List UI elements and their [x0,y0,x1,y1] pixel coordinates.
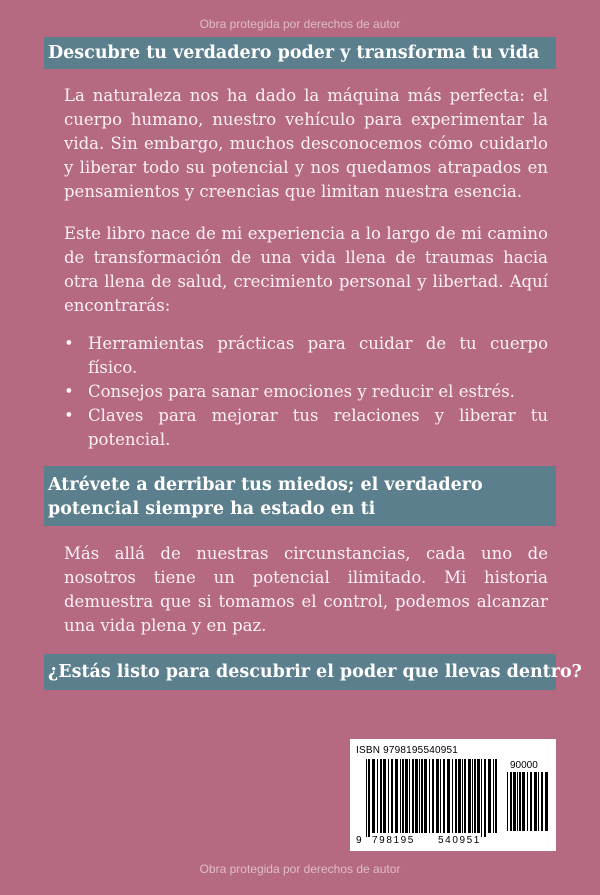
isbn-label: ISBN 9798195540951 [356,745,459,756]
bullet-dot: • [64,382,74,401]
barcode-bar [519,772,521,831]
isbn-barcode [350,739,556,851]
barcode-bar [462,759,463,833]
barcode-bar [432,759,434,833]
heading-discover-power: Descubre tu verdadero poder y transforma tu vida [44,37,556,69]
barcode-bar [493,759,494,833]
barcode-bar [372,759,375,833]
barcode-bar [458,759,461,833]
barcode-bar [534,772,537,831]
barcode-bar [510,772,512,831]
barcode-bar [481,759,482,837]
barcode-bar [517,772,518,831]
barcode-bar [383,759,386,833]
barcode-bar [368,759,370,837]
bullet-dot: • [64,406,74,425]
watermark-bottom: Obra protegida por derechos de autor [199,862,401,876]
barcode-bar [530,772,532,831]
barcode-bar [409,759,410,833]
barcode-bar [421,759,423,833]
barcode-bar [545,772,548,831]
barcode-bar [424,759,427,833]
barcode-bar [472,759,473,833]
barcode-bar [419,759,420,833]
barcode-bar [377,759,378,833]
barcode-addon-bars-icon [507,772,551,837]
paragraph-nature: La naturaleza nos ha dado la máquina más perfecta: el cuerpo humano, nuestro vehículo para experimentar la vida. Sin embargo, muchos desconocemos cómo cuidarlo y liberar todo su potencial y nos quedamos atrapados en pensamientos y creencias que limitan nuestra esencia. [64,86,548,201]
list-item [64,380,548,404]
barcode-bar [538,772,539,831]
list-item-text: Herramientas prácticas para cuidar de tu cuerpo físico. [88,334,548,377]
heading-ready-question: ¿Estás listo para descubrir el poder que llevas dentro? [44,654,556,690]
barcode-bar [464,759,466,833]
barcode-bar [440,759,441,833]
barcode-bar [452,759,453,833]
heading-dare-fears: Atrévete a derribar tus miedos; el verdadero potencial siempre ha estado en ti [44,466,556,526]
barcode-bar [366,759,367,837]
barcode-bar [468,759,471,833]
barcode-bar [507,772,508,831]
barcode-bar [436,759,439,833]
barcode-bar [412,759,414,833]
barcode-bar [488,759,491,833]
barcode-bar [380,759,382,833]
list-item-text: Consejos para sanar emociones y reducir el estrés. [88,382,515,401]
barcode-bar [395,759,398,833]
list-item-text: Claves para mejorar tus relaciones y liberar tu potencial. [88,406,548,449]
barcode-digits-right: 540951 [438,835,481,846]
list-item [64,332,548,380]
price-code: 90000 [510,760,538,771]
barcode-bar [541,772,543,831]
barcode-digit-first: 9 [356,835,362,846]
watermark-top: Obra protegida por derechos de autor [199,17,401,31]
barcode-bar [484,759,486,837]
barcode-bar [455,759,457,833]
barcode-bar [527,772,528,831]
barcode-bar [443,759,445,833]
barcode-bar [402,759,404,833]
list-item [64,404,548,452]
paragraph-potential: Más allá de nuestras circunstancias, cada uno de nosotros tiene un potencial ilimitado. Mi historia demuestra que si tomamos el control, podemos alcanzar una vida plena y en paz. [64,544,548,635]
barcode-bar [447,759,450,833]
barcode-bar [495,759,497,833]
barcode-bar [388,759,389,833]
barcode-digits-left: 798195 [372,835,415,846]
barcode-bar [415,759,418,833]
barcode-bar [522,772,525,831]
barcode-bar [477,759,480,833]
barcode-bar [400,759,401,833]
barcode-bar [429,759,430,833]
barcode-bar [474,759,476,833]
barcode-bar [391,759,393,833]
barcode-bar [405,759,408,833]
benefits-list [64,332,548,452]
bullet-dot: • [64,334,74,353]
barcode-bar [513,772,516,831]
paragraph-book-origin: Este libro nace de mi experiencia a lo largo de mi camino de transformación de una vida llena de traumas hacia otra llena de salud, crecimiento personal y libertad. Aquí encontrarás: [64,224,548,315]
barcode-bars-icon [366,759,500,837]
